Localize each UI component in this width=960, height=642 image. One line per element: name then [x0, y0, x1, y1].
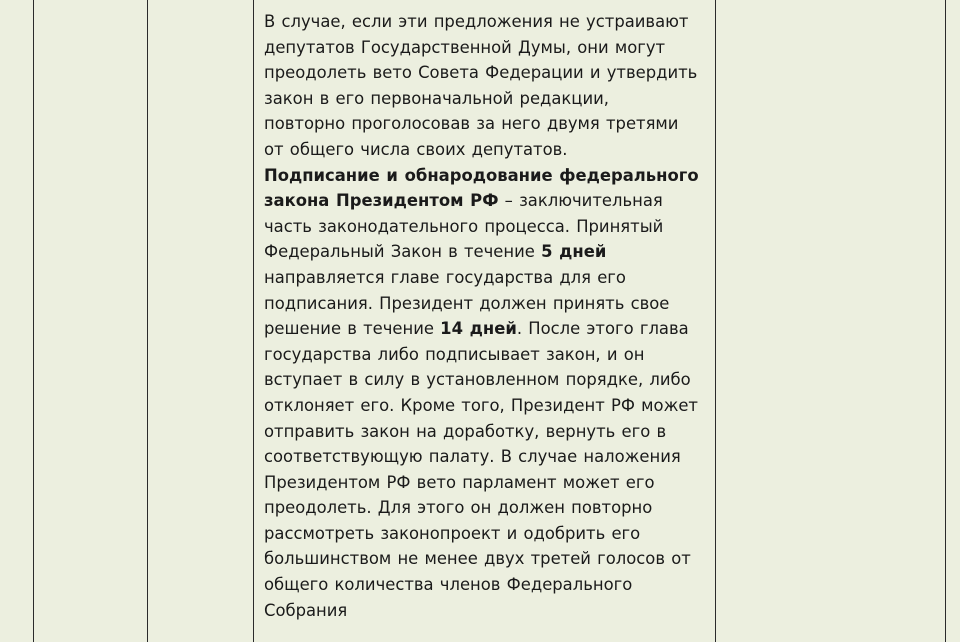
- table-column-4: [716, 0, 945, 642]
- text-line: [264, 444, 705, 470]
- text-line: [264, 214, 705, 240]
- text-segment: от общего числа своих депутатов.: [264, 139, 568, 159]
- text-line: [264, 86, 705, 112]
- text-segment: решение в течение: [264, 319, 441, 339]
- text-line: [264, 111, 705, 137]
- text-line: [264, 495, 705, 521]
- text-segment: отправить закон на доработку, вернуть его в: [264, 421, 667, 441]
- text-segment: подписания. Президент должен принять свое: [264, 293, 670, 313]
- text-line: [264, 9, 705, 35]
- text-segment: рассмотреть законопроект и одобрить его: [264, 523, 641, 543]
- text-line: [264, 163, 705, 189]
- text-line: [264, 470, 705, 496]
- text-line: [264, 137, 705, 163]
- text-segment: депутатов Государственной Думы, они могут: [264, 37, 666, 57]
- bold-text-segment: 5 дней: [541, 242, 607, 262]
- text-segment: преодолеть вето Совета Федерации и утвердить: [264, 63, 698, 83]
- text-segment: Федеральный Закон в течение: [264, 242, 542, 262]
- text-segment: направляется главе государства для его: [264, 267, 626, 287]
- text-segment: закон в его первоначальной редакции,: [264, 88, 609, 108]
- text-segment: общего количества членов Федерального: [264, 575, 633, 595]
- text-segment: вступает в силу в установленном порядке, либо: [264, 370, 691, 390]
- text-segment: государства либо подписывает закон, и он: [264, 344, 645, 364]
- table: [33, 0, 946, 642]
- text-line: [264, 265, 705, 291]
- text-segment: большинством не менее двух третей голосов от: [264, 549, 691, 569]
- text-segment: – заключительная: [498, 191, 663, 211]
- table-column-1: [34, 0, 148, 642]
- table-column-3: [254, 0, 716, 642]
- table-column-2: [148, 0, 254, 642]
- text-segment: соответствующую палату. В случае наложения: [264, 447, 681, 467]
- text-line: [264, 419, 705, 445]
- text-segment: Президентом РФ вето парламент может его: [264, 472, 655, 492]
- text-line: [264, 598, 705, 624]
- text-segment: Собрания: [264, 600, 348, 620]
- text-line: [264, 188, 705, 214]
- text-line: [264, 367, 705, 393]
- text-line: [264, 521, 705, 547]
- text-segment: преодолеть. Для этого он должен повторно: [264, 498, 653, 518]
- bold-text-segment: 14 дней: [440, 319, 517, 339]
- bold-text-segment: закона Президентом РФ: [264, 191, 499, 211]
- text-line: [264, 572, 705, 598]
- text-line: [264, 239, 705, 265]
- text-line: [264, 546, 705, 572]
- text-line: [264, 291, 705, 317]
- text-line: [264, 35, 705, 61]
- text-line: [264, 342, 705, 368]
- text-segment: . После этого глава: [516, 319, 689, 339]
- text-line: [264, 316, 705, 342]
- text-segment: В случае, если эти предложения не устраивают: [264, 12, 689, 31]
- text-line: [264, 60, 705, 86]
- text-segment: часть законодательного процесса. Принятый: [264, 216, 664, 236]
- text-cell: [254, 0, 715, 623]
- bold-text-segment: Подписание и обнародование федерального: [264, 165, 699, 185]
- text-segment: повторно проголосовав за него двумя третями: [264, 114, 679, 134]
- text-line: [264, 393, 705, 419]
- text-segment: отклоняет его. Кроме того, Президент РФ может: [264, 395, 698, 415]
